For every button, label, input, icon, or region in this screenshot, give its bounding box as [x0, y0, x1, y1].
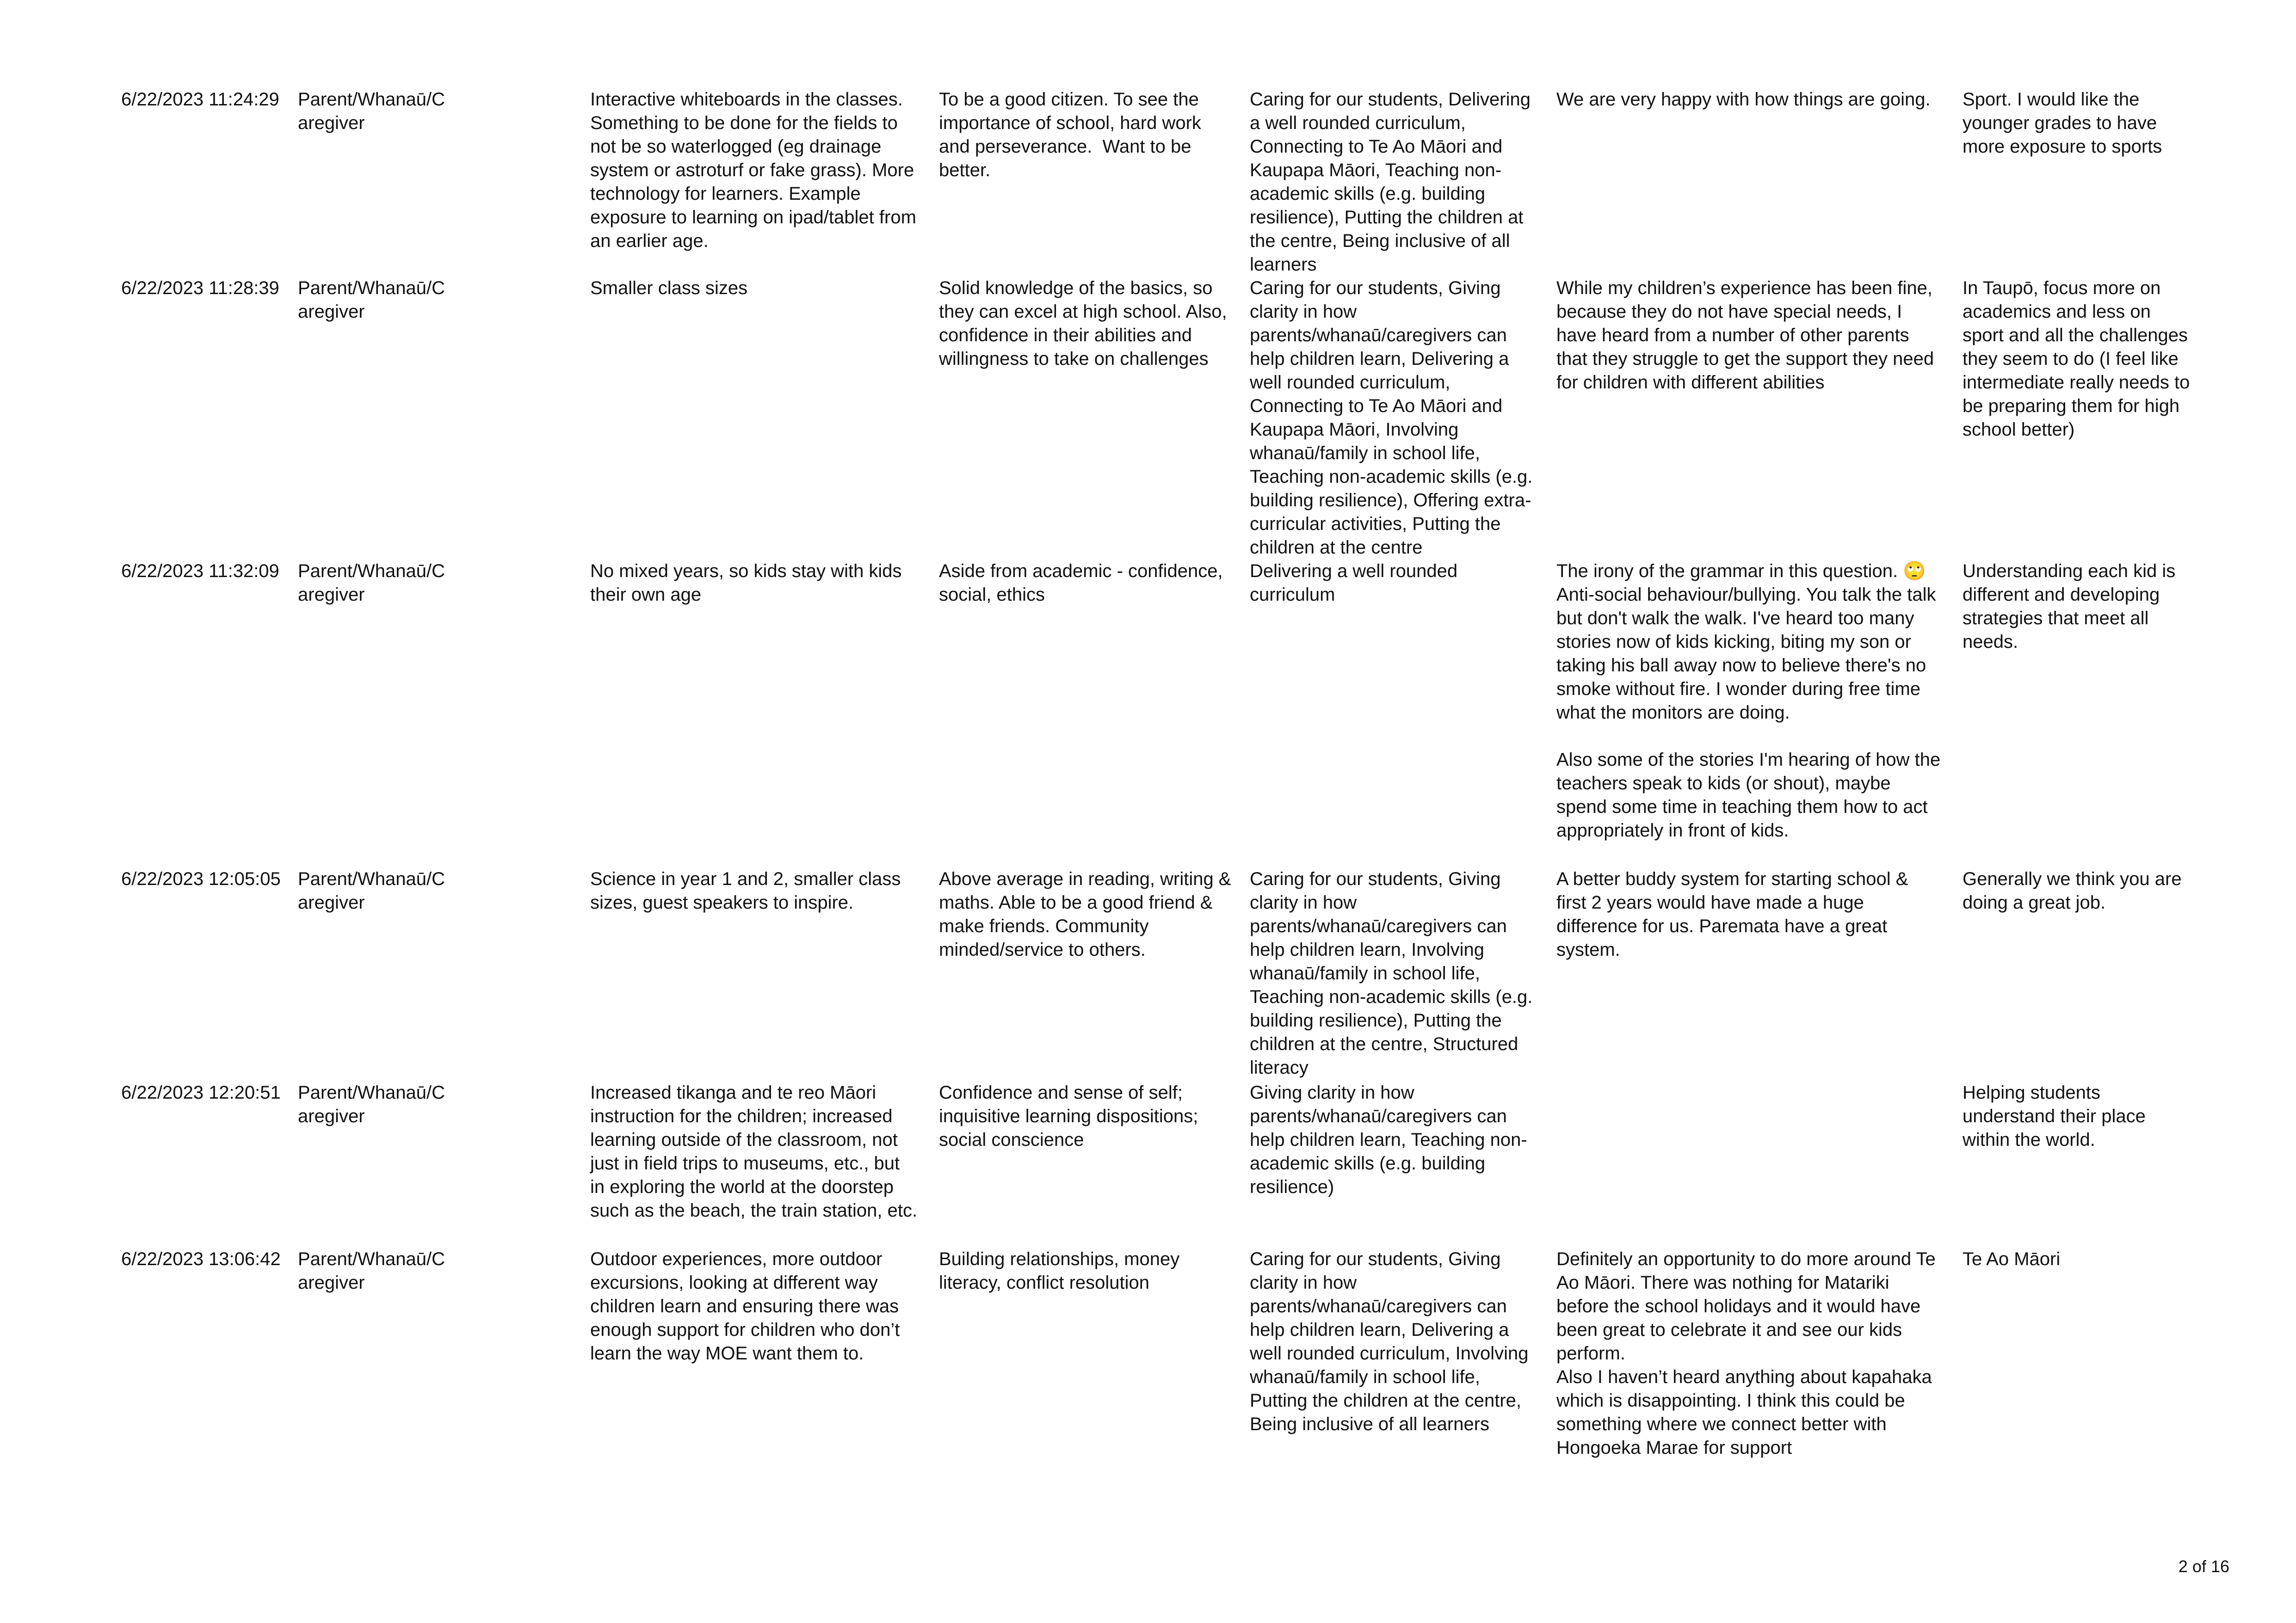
priorities-cell: Delivering a well rounded curriculum [1250, 561, 1458, 605]
outcomes-cell: Solid knowledge of the basics, so they can excel at high school. Also, confidence in their abilities and willingness to take on challenges [939, 278, 1227, 369]
focus-cell: Te Ao Māori [1963, 1249, 2061, 1269]
priorities-cell: Giving clarity in how parents/whanaū/caregivers can help children learn, Teaching non- academic skills (e.g. building resilience) [1250, 1082, 1527, 1197]
page-number: 2 of 16 [2178, 1557, 2229, 1576]
timestamp-cell: 6/22/2023 11:28:39 [121, 278, 279, 298]
concerns-cell: The irony of the grammar in this question. 🙄 Anti-social behaviour/bullying. You talk the talk but don't walk the walk. I've heard too many stories now of kids kicking, biting my son or taking his ball away now to believe there's no smoke without fire. I wonder during free time what the monitors are doing. Also some of the stories I'm hearing of how the teachers speak to kids (or shout), maybe spend some time in teaching them how to act appropriately in front of kids. [1556, 561, 1941, 841]
timestamp-cell: 6/22/2023 12:20:51 [121, 1082, 281, 1103]
improvements-cell: Increased tikanga and te reo Māori instruction for the children; increased learning outside of the classroom, not just in field trips to museums, etc., but in exploring the world at the doorstep such as the beach, the train station, etc. [590, 1082, 918, 1221]
role-cell: Parent/Whanaū/C aregiver [298, 278, 445, 322]
timestamp-cell: 6/22/2023 13:06:42 [121, 1249, 281, 1269]
improvements-cell: Interactive whiteboards in the classes. Something to be done for the fields to not be so waterlogged (eg drainage system or astroturf or fake grass). More technology for learners. Example exposure to learning on ipad/tablet from an earlier age. [590, 89, 916, 251]
focus-cell: Sport. I would like the younger grades to have more exposure to sports [1963, 89, 2162, 157]
priorities-cell: Caring for our students, Giving clarity in how parents/whanaū/caregivers can help children learn, Involving whanaū/family in school life, Teaching non-academic skills (e.g. building resilience), Putting the children at the centre, Structured literacy [1250, 869, 1533, 1078]
outcomes-cell: Aside from academic - confidence, social, ethics [939, 561, 1223, 605]
improvements-cell: Science in year 1 and 2, smaller class sizes, guest speakers to inspire. [590, 869, 901, 913]
concerns-cell: While my children’s experience has been fine, because they do not have special needs, I have heard from a number of other parents that they struggle to get the support they need for children with different abilities [1556, 278, 1934, 393]
focus-cell: Helping students understand their place within the world. [1963, 1082, 2146, 1150]
focus-cell: In Taupō, focus more on academics and less on sport and all the challenges they seem to do (I feel like intermediate really needs to be preparing them for high school better) [1963, 278, 2190, 440]
role-cell: Parent/Whanaū/C aregiver [298, 1082, 445, 1126]
improvements-cell: Outdoor experiences, more outdoor excursions, looking at different way children learn and ensuring there was enough support for children who don’t learn the way MOE want them to. [590, 1249, 900, 1364]
role-cell: Parent/Whanaū/C aregiver [298, 89, 445, 133]
priorities-cell: Caring for our students, Delivering a well rounded curriculum, Connecting to Te Ao Māori and Kaupapa Māori, Teaching non- academic skills (e.g. building resilience), Putting the children at the centre, Being inclusive of all learners [1250, 89, 1531, 275]
focus-cell: Generally we think you are doing a great job. [1963, 869, 2182, 913]
timestamp-cell: 6/22/2023 11:24:29 [121, 89, 279, 110]
outcomes-cell: Building relationships, money literacy, conflict resolution [939, 1249, 1180, 1293]
outcomes-cell: To be a good citizen. To see the importance of school, hard work and perseverance. Want to be better. [939, 89, 1201, 180]
priorities-cell: Caring for our students, Giving clarity in how parents/whanaū/caregivers can help children learn, Delivering a well rounded curriculum, Involving whanaū/family in school life, Putting the children at the centre, Being inclusive of all learners [1250, 1249, 1529, 1434]
outcomes-cell: Confidence and sense of self; inquisitive learning dispositions; social conscience [939, 1082, 1198, 1150]
concerns-cell: A better buddy system for starting school & first 2 years would have made a huge difference for us. Paremata have a great system. [1556, 869, 1908, 960]
concerns-cell: Definitely an opportunity to do more around Te Ao Māori. There was nothing for Matariki before the school holidays and it would have been great to celebrate it and see our kids perform. Also I haven’t heard anything about kapahaka which is disappointing. I think this could be something where we connect better with Hongoeka Marae for support [1556, 1249, 1936, 1458]
role-cell: Parent/Whanaū/C aregiver [298, 869, 445, 913]
concerns-cell: We are very happy with how things are going. [1556, 89, 1931, 110]
timestamp-cell: 6/22/2023 12:05:05 [121, 869, 281, 889]
timestamp-cell: 6/22/2023 11:32:09 [121, 561, 279, 581]
outcomes-cell: Above average in reading, writing & maths. Able to be a good friend & make friends. Community minded/service to others. [939, 869, 1231, 960]
priorities-cell: Caring for our students, Giving clarity in how parents/whanaū/caregivers can help children learn, Delivering a well rounded curriculum, Connecting to Te Ao Māori and Kaupapa Māori, Involving whanaū/family in school life, Teaching non-academic skills (e.g. building resilience), Offering extra- curricular activities, Putting the children at the centre [1250, 278, 1533, 558]
role-cell: Parent/Whanaū/C aregiver [298, 561, 445, 605]
improvements-cell: Smaller class sizes [590, 278, 748, 298]
focus-cell: Understanding each kid is different and developing strategies that meet all needs. [1963, 561, 2176, 652]
role-cell: Parent/Whanaū/C aregiver [298, 1249, 445, 1293]
improvements-cell: No mixed years, so kids stay with kids their own age [590, 561, 902, 605]
